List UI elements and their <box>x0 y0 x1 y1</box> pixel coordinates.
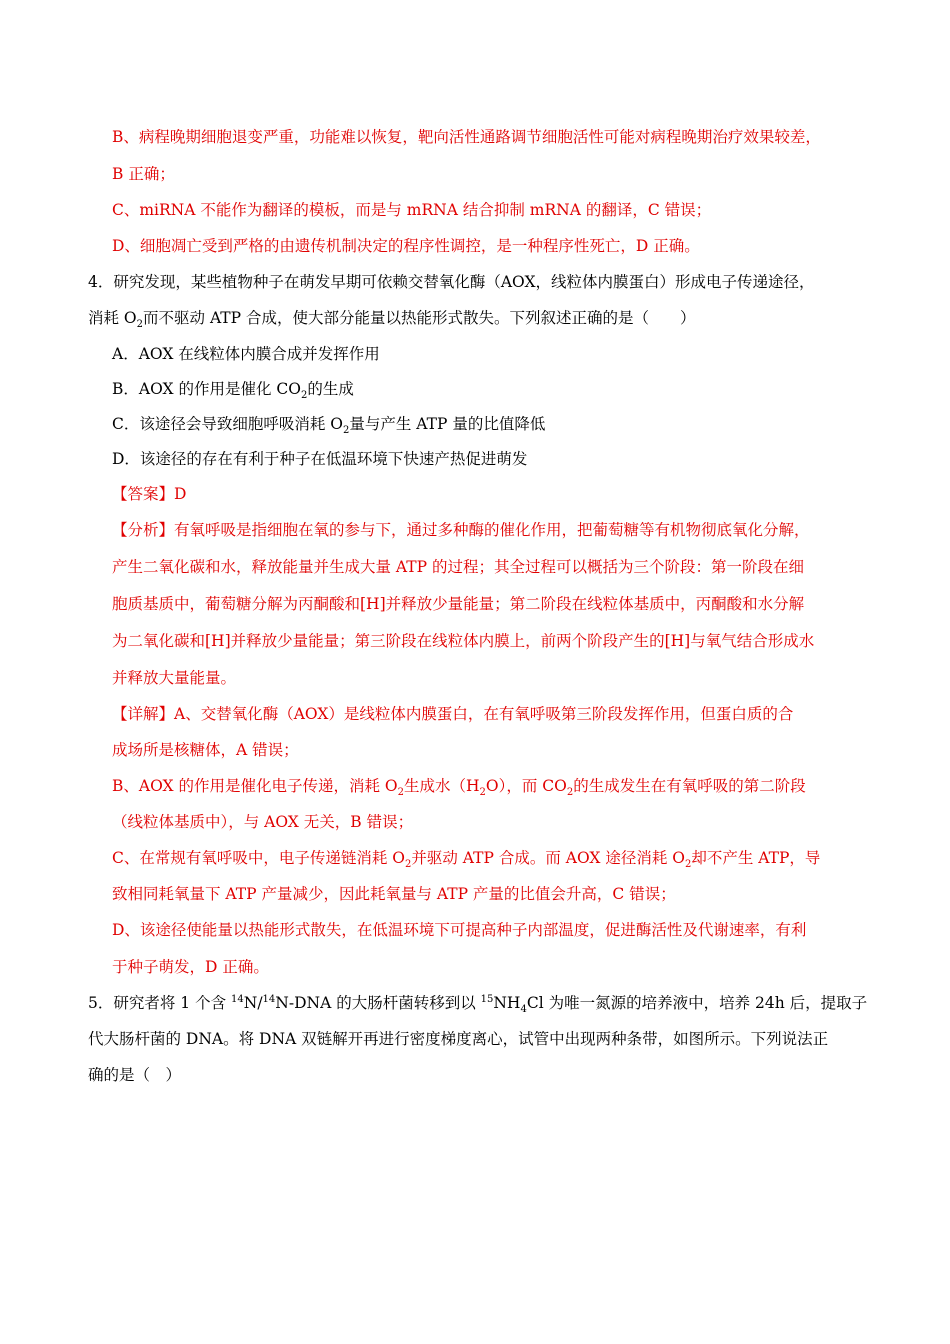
q5-stem-sup-3: 15 <box>480 993 494 1005</box>
q4-detail-d-line-1: D、该途径使能量以热能形式散失，在低温环境下可提高种子内部温度，促进酶活性及代谢速率，有利 <box>112 921 807 939</box>
detail-c-line: C、miRNA 不能作为翻译的模板，而是与 mRNA 结合抑制 mRNA 的翻译，C 错误； <box>112 201 712 219</box>
q4-detail-b-text-a: B、AOX 的作用是催化电子传递，消耗 O <box>112 777 398 795</box>
q4-detail-b-sub-1: 2 <box>397 787 404 799</box>
q4-detail-b-text-c: O），而 CO <box>485 777 567 795</box>
q4-analysis-line-5: 并释放大量能量。 <box>112 669 237 687</box>
q5-stem-text-b: N/ <box>243 994 263 1012</box>
q4-detail-c-line-2: 致相同耗氧量下 ATP 产量减少，因此耗氧量与 ATP 产量的比值会升高，C 错误； <box>112 885 676 903</box>
q4-analysis-line-4: 为二氧化碳和[H]并释放少量能量；第三阶段在线粒体内膜上，前两个阶段产生的[H]与氧气结合形成水 <box>112 632 815 650</box>
detail-b-line-1: B、病程晚期细胞退变严重，功能难以恢复，靶向活性通路调节细胞活性可能对病程晚期治疗效果较差， <box>112 128 821 146</box>
q4-option-b-sub: 2 <box>300 390 308 402</box>
q4-detail-b-sub-3: 2 <box>566 787 574 799</box>
q4-detail-c-line-1 <box>112 847 820 869</box>
q5-stem-text-c: N-DNA 的大肠杆菌转移到以 <box>275 994 481 1012</box>
q5-stem-text-a: 5．研究者将 1 个含 <box>88 994 232 1012</box>
q4-stem-text-b: 而不驱动 ATP 合成，使大部分能量以热能形式散失。下列叙述正确的是（ ） <box>143 309 696 327</box>
q4-stem-sub: 2 <box>136 319 144 331</box>
q5-stem-line-2: 代大肠杆菌的 DNA。将 DNA 双链解开再进行密度梯度离心，试管中出现两种条带，如图所示。下列说法正 <box>88 1030 829 1048</box>
q4-detail-b-text-b: 生成水（H <box>404 777 480 795</box>
q4-option-b <box>112 378 354 400</box>
q4-analysis-line-3: 胞质基质中，葡萄糖分解为丙酮酸和[H]并释放少量能量；第二阶段在线粒体基质中，丙酮酸和水分解 <box>112 595 805 613</box>
q4-detail-c-text-c: 却不产生 ATP，导 <box>691 849 821 867</box>
q5-stem-text-e: Cl 为唯一氮源的培养液中，培养 24h 后，提取子 <box>526 994 868 1012</box>
q4-detail-b-line-1 <box>112 775 806 797</box>
q4-detail-c-sub-2: 2 <box>685 859 692 871</box>
q4-option-d: D．该途径的存在有利于种子在低温环境下快速产热促进萌发 <box>112 450 528 468</box>
q4-option-a: A．AOX 在线粒体内膜合成并发挥作用 <box>112 345 380 363</box>
q4-detail-a-line-1: 【详解】A、交替氧化酶（AOX）是线粒体内膜蛋白，在有氧呼吸第三阶段发挥作用，但蛋白质的合 <box>112 705 794 723</box>
q4-answer: 【答案】D <box>112 485 187 503</box>
q4-detail-b-text-d: 的生成发生在有氧呼吸的第二阶段 <box>573 777 806 795</box>
q5-stem-sup-2: 14 <box>262 993 276 1005</box>
q4-stem-line-1: 4．研究发现，某些植物种子在萌发早期可依赖交替氧化酶（AOX，线粒体内膜蛋白）形成电子传递途径， <box>88 273 815 291</box>
q4-option-b-text-a: B．AOX 的作用是催化 CO <box>112 380 301 398</box>
q4-analysis-line-2: 产生二氧化碳和水，释放能量并生成大量 ATP 的过程；其全过程可以概括为三个阶段：第一阶段在细 <box>112 558 804 576</box>
q4-option-c-text-b: 量与产生 ATP 量的比值降低 <box>349 415 546 433</box>
q5-stem-sub: 4 <box>520 1004 527 1016</box>
q5-stem-text-d: NH <box>493 994 521 1012</box>
q5-stem-sup-1: 14 <box>231 993 244 1005</box>
q4-stem-line-2 <box>88 307 696 329</box>
q4-stem-text-a: 消耗 O <box>88 309 137 327</box>
q4-option-c <box>112 413 545 435</box>
q4-detail-c-sub-1: 2 <box>405 859 412 871</box>
q4-option-c-text-a: C．该途径会导致细胞呼吸消耗 O <box>112 415 343 433</box>
detail-b-line-2: B 正确； <box>112 165 175 183</box>
q4-analysis-line-1: 【分析】有氧呼吸是指细胞在氧的参与下，通过多种酶的催化作用，把葡萄糖等有机物彻底氧化分解， <box>112 521 810 539</box>
q4-detail-b-sub-2: 2 <box>479 787 486 799</box>
q4-option-b-text-b: 的生成 <box>307 380 354 398</box>
detail-d-line: D、细胞凋亡受到严格的由遗传机制决定的程序性调控，是一种程序性死亡，D 正确。 <box>112 237 700 255</box>
q5-stem-line-3: 确的是（ ） <box>88 1066 182 1084</box>
q4-detail-c-text-a: C、在常规有氧呼吸中，电子传递链消耗 O <box>112 849 405 867</box>
q4-option-c-sub: 2 <box>343 425 350 437</box>
q4-detail-b-line-2: （线粒体基质中），与 AOX 无关，B 错误； <box>112 813 414 831</box>
q4-detail-d-line-2: 于种子萌发，D 正确。 <box>112 958 269 976</box>
q4-detail-a-line-2: 成场所是核糖体，A 错误； <box>112 741 299 759</box>
q4-detail-c-text-b: 并驱动 ATP 合成。而 AOX 途径消耗 O <box>411 849 685 867</box>
q5-stem-line-1 <box>88 992 867 1014</box>
